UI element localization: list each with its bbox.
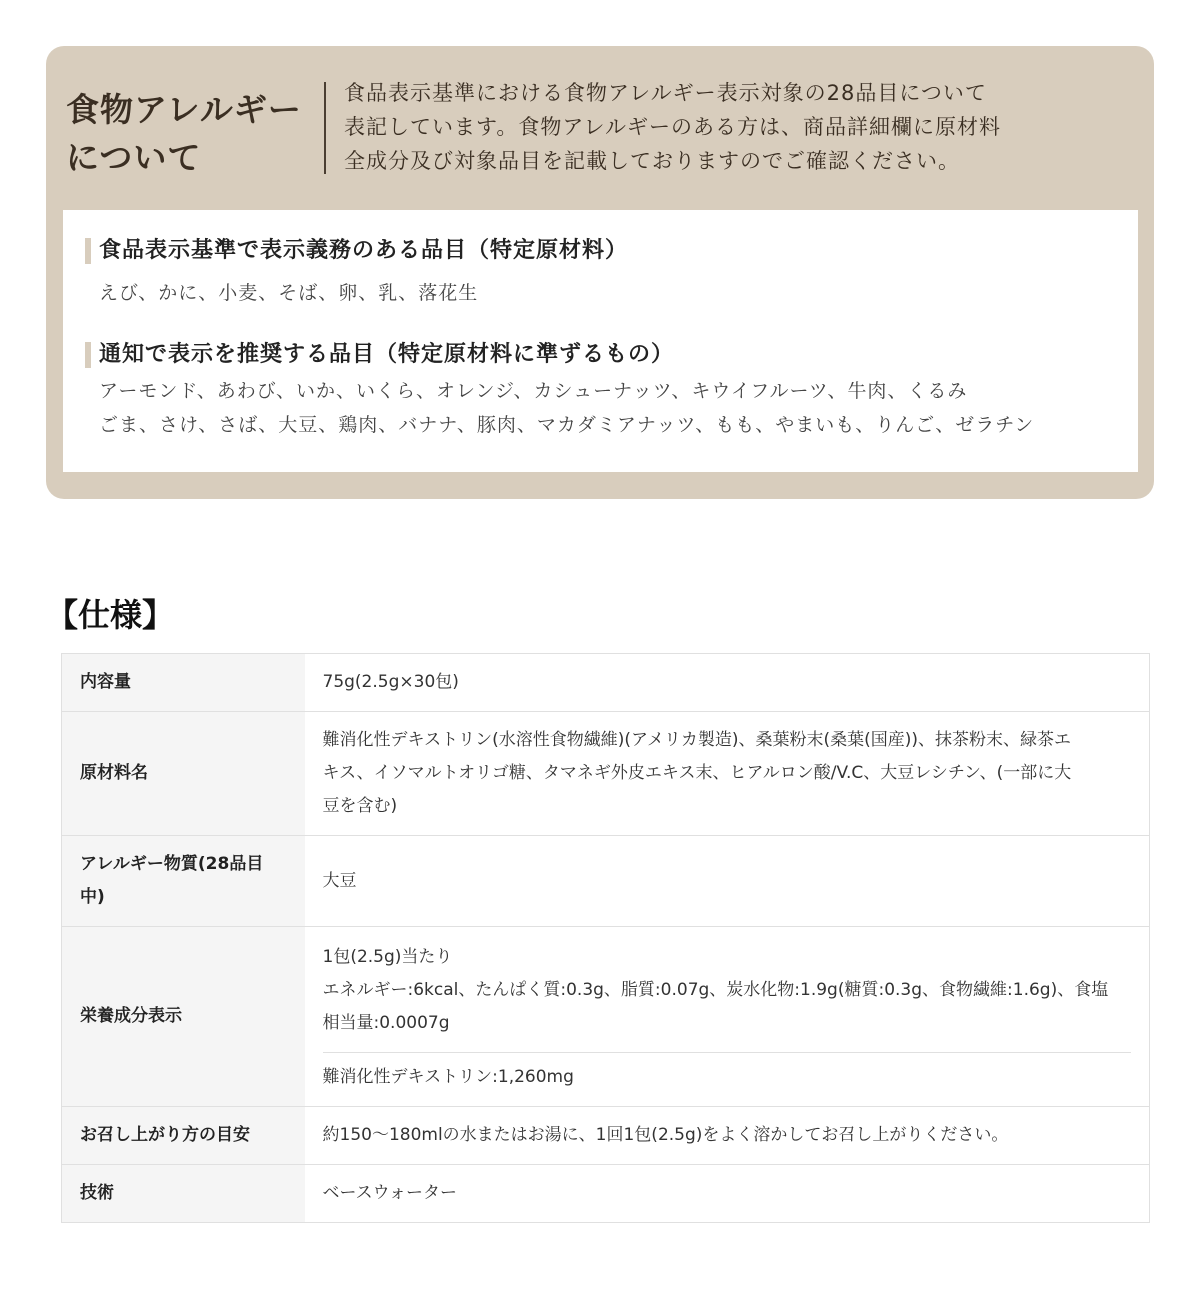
spec-value: 大豆 bbox=[305, 836, 1150, 927]
allergy-title-line2: について bbox=[66, 138, 202, 177]
allergy-panel bbox=[46, 46, 1154, 499]
spec-value-line: キス、イソマルトオリゴ糖、タマネギ外皮エキス末、ヒアルロン酸/V.C、大豆レシチン、(一部に大 bbox=[322, 763, 1072, 783]
allergy-description bbox=[344, 76, 1134, 178]
spec-value bbox=[305, 712, 1150, 836]
spec-label-line: アレルギー物質(28品目 bbox=[80, 854, 264, 874]
allergy-title bbox=[66, 86, 316, 182]
recommended-items-line: アーモンド、あわび、いか、いくら、オレンジ、カシューナッツ、キウイフルーツ、牛肉、くるみ bbox=[99, 380, 968, 402]
allergy-description-line: 表記しています。食物アレルギーのある方は、商品詳細欄に原材料 bbox=[344, 115, 1001, 139]
allergy-divider bbox=[324, 82, 326, 174]
allergy-description-line: 全成分及び対象品目を記載しておりますのでご確認ください。 bbox=[344, 149, 960, 173]
mandatory-items-heading: 食品表示基準で表示義務のある品目（特定原材料） bbox=[85, 234, 1130, 268]
allergy-title-line1: 食物アレルギー bbox=[66, 90, 302, 129]
recommended-items-line: ごま、さけ、さば、大豆、鶏肉、バナナ、豚肉、マカダミアナッツ、もも、やまいも、りんご、ゼラチン bbox=[99, 414, 1035, 436]
spec-row-allergens bbox=[62, 836, 1150, 927]
spec-row-ingredients bbox=[62, 712, 1150, 836]
allergy-description-line: 食品表示基準における食物アレルギー表示対象の28品目について bbox=[344, 81, 987, 105]
spec-label-line: 中) bbox=[80, 887, 105, 907]
spec-value: 75g(2.5g×30包) bbox=[305, 654, 1150, 712]
spec-value-line: 1包(2.5g)当たり bbox=[322, 947, 453, 967]
spec-value-line: エネルギー:6kcal、たんぱく質:0.3g、脂質:0.07g、炭水化物:1.9g(糖質:0.3g、食物繊維:1.6g)、食塩 bbox=[322, 980, 1109, 1000]
nutrition-main bbox=[323, 939, 1132, 1053]
nutrition-extra: 難消化性デキストリン:1,260mg bbox=[322, 1067, 574, 1087]
recommended-items-heading: 通知で表示を推奨する品目（特定原材料に準ずるもの） bbox=[85, 338, 1130, 372]
spec-title: 【仕様】 bbox=[46, 596, 175, 634]
spec-label bbox=[62, 836, 305, 927]
spec-row-nutrition bbox=[62, 927, 1150, 1107]
spec-value-line: 相当量:0.0007g bbox=[322, 1013, 450, 1033]
spec-value: 約150〜180mlの水またはお湯に、1回1包(2.5g)をよく溶かしてお召し上がりください。 bbox=[305, 1107, 1150, 1165]
allergy-header bbox=[46, 46, 1154, 210]
spec-row-serving-guide bbox=[62, 1107, 1150, 1165]
spec-label: 栄養成分表示 bbox=[62, 927, 305, 1107]
mandatory-items-list: えび、かに、小麦、そば、卵、乳、落花生 bbox=[99, 282, 479, 304]
spec-row-content-amount bbox=[62, 654, 1150, 712]
recommended-items-list bbox=[85, 374, 1130, 442]
spec-table bbox=[61, 653, 1150, 1223]
spec-value-line: 豆を含む) bbox=[322, 796, 398, 816]
spec-value-line: 難消化性デキストリン(水溶性食物繊維)(アメリカ製造)、桑葉粉末(桑葉(国産))、抹茶粉末、緑茶エ bbox=[322, 730, 1072, 750]
spec-label: 内容量 bbox=[62, 654, 305, 712]
spec-row-technology bbox=[62, 1165, 1150, 1223]
recommended-items-section bbox=[85, 338, 1130, 442]
spec-value bbox=[305, 927, 1150, 1107]
spec-label: 原材料名 bbox=[62, 712, 305, 836]
spec-label: 技術 bbox=[62, 1165, 305, 1223]
spec-value: ベースウォーター bbox=[305, 1165, 1150, 1223]
spec-label: お召し上がり方の目安 bbox=[62, 1107, 305, 1165]
allergy-items-box bbox=[63, 210, 1138, 472]
mandatory-items-section bbox=[85, 234, 1130, 310]
